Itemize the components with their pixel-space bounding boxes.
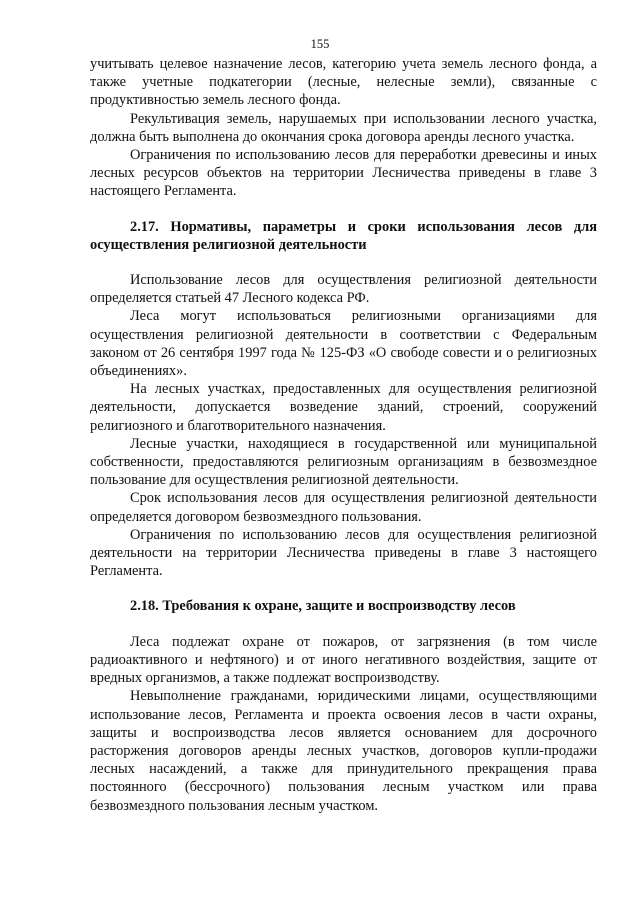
document-body: [90, 55, 597, 815]
paragraph: Ограничения по использованию лесов для переработки древесины и иных лесных ресурсов объектов на территории Лесничества приведены в главе 3 настоящего Регламента.: [90, 147, 597, 200]
paragraph: На лесных участках, предоставленных для осуществления религиозной деятельности, допускается возведение зданий, строений, сооружений религиозного и благотворительного назначения.: [90, 381, 597, 434]
section-heading-2-17: 2.17. Нормативы, параметры и сроки использования лесов для осуществления религиозной деятельности: [90, 218, 597, 253]
paragraph: Срок использования лесов для осуществления религиозной деятельности определяется договором безвозмездного пользования.: [90, 490, 597, 525]
paragraph: Рекультивация земель, нарушаемых при использовании лесного участка, должна быть выполнена до окончания срока договора аренды лесного участка.: [90, 110, 597, 145]
paragraph: Леса подлежат охране от пожаров, от загрязнения (в том числе радиоактивного и нефтяного) и от иного негативного воздействия, защите от вредных организмов, а также подлежат воспроизводству.: [90, 633, 597, 687]
paragraph: Невыполнение гражданами, юридическими лицами, осуществляющими использование лесов, Регламента и проекта освоения лесов в части охраны, защиты и воспроизводства лесов является основанием для досрочного расторжения договоров аренды лесных участков, договоров купли-продажи лесных насаждений, а также для принудительного прекращения права постоянного (бессрочного) пользования лесным участком или права безвозмездного пользования лесным участком.: [90, 688, 597, 814]
page-number: 155: [310, 37, 330, 51]
paragraph: Леса могут использоваться религиозными организациями для осуществления религиозной деятельности в соответствии с Федеральным законом от 26 сентября 1997 года № 125-ФЗ «О свободе совести и о религиозных объединениях».: [90, 308, 597, 380]
paragraph: Ограничения по использованию лесов для осуществления религиозной деятельности на территории Лесничества приведены в главе 3 настоящего Регламента.: [90, 526, 597, 580]
paragraph: учитывать целевое назначение лесов, категорию учета земель лесного фонда, а также учетные подкатегории (лесные, нелесные земли), связанные с продуктивностью земель лесного фонда.: [90, 56, 597, 109]
paragraph: Лесные участки, находящиеся в государственной или муниципальной собственности, предоставляются религиозным организациям в безвозмездное пользование для осуществления религиозной деятельности.: [90, 435, 597, 489]
section-heading-2-18: 2.18. Требования к охране, защите и воспроизводству лесов: [130, 598, 516, 615]
paragraph: Использование лесов для осуществления религиозной деятельности определяется статьей 47 Лесного кодекса РФ.: [90, 272, 597, 307]
